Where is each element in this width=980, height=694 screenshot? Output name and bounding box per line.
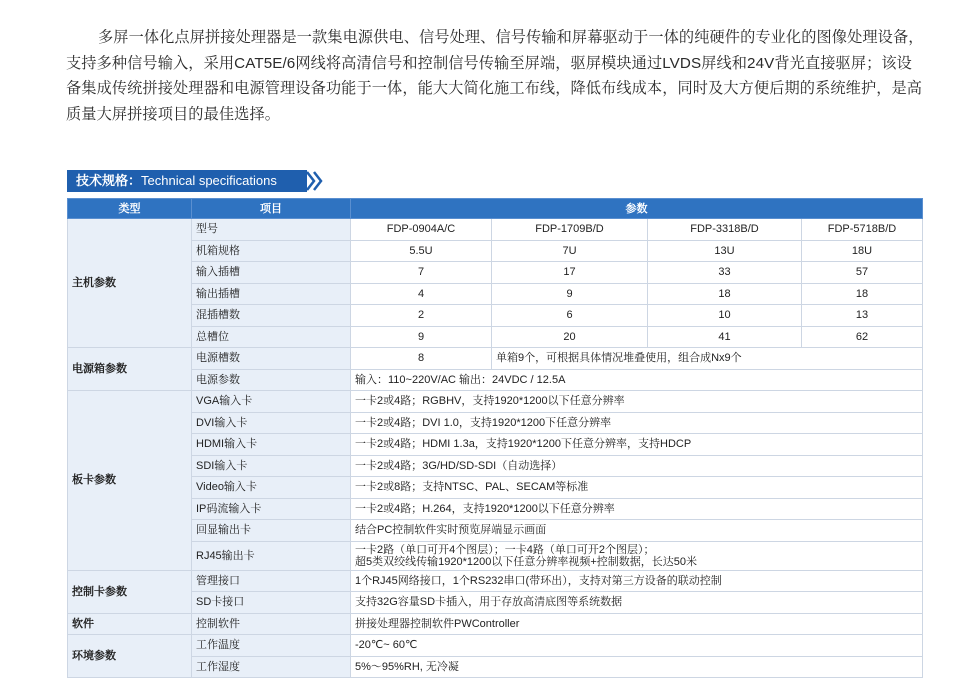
model-cell: FDP-3318B/D [648,219,802,241]
table-row [68,455,923,477]
rj45-line-1: 一卡2路（单口可开4个图层）；一卡4路（单口可开2个图层）； [355,543,655,556]
value-cell: 输入：110~220V/AC 输出：24VDC / 12.5A [351,369,923,391]
table-row [68,570,923,592]
value-cell: 10 [648,305,802,327]
header-item: 项目 [192,199,351,219]
value-cell: 7 [351,262,492,284]
table-row [68,498,923,520]
value-cell: 一卡2或4路；HDMI 1.3a，支持1920*1200下任意分辨率，支持HDCP [351,434,923,456]
value-cell: 5%～95%RH, 无冷凝 [351,656,923,678]
table-header-row [68,199,923,219]
category-control: 控制卡参数 [68,570,192,613]
value-cell: 9 [492,283,648,305]
category-software: 软件 [68,613,192,635]
value-cell: 结合PC控制软件实时预览屏端显示画面 [351,520,923,542]
value-cell: 单箱9个，可根据具体情况堆叠使用，组合成Nx9个 [492,348,923,370]
table-row [68,656,923,678]
value-cell: 支持32G容量SD卡插入，用于存放高清底图等系统数据 [351,592,923,614]
row-label: Video输入卡 [192,477,351,499]
value-cell: 18 [802,283,923,305]
intro-paragraph: 多屏一体化点屏拼接处理器是一款集电源供电、信号处理、信号传输和屏幕驱动于一体的纯硬件的专业化的图像处理设备，支持多种信号输入，采用CAT5E/6网线将高清信号和控制信号传输至屏端，驱屏模块通过LVDS屏线和24V背光直接驱屏；该设备集成传统拼接处理器和电源管理设备功能于一体，能大大简化施工布线，降低布线成本，同时及大方便后期的系统维护，是高质量大屏拼接项目的最佳选择。 [66,29,924,123]
row-label: 型号 [192,219,351,241]
value-cell: 一卡2或8路；支持NTSC、PAL、SECAM等标准 [351,477,923,499]
table-row [68,613,923,635]
value-cell: 20 [492,326,648,348]
row-label: 工作湿度 [192,656,351,678]
row-label: HDMI输入卡 [192,434,351,456]
table-row [68,305,923,327]
row-label: 输入插槽 [192,262,351,284]
value-cell: 8 [351,348,492,370]
table-row [68,635,923,657]
category-power: 电源箱参数 [68,348,192,391]
row-label: 输出插槽 [192,283,351,305]
row-label: DVI输入卡 [192,412,351,434]
value-cell: 9 [351,326,492,348]
header-type: 类型 [68,199,192,219]
model-cell: FDP-1709B/D [492,219,648,241]
value-cell: 5.5U [351,240,492,262]
row-label: RJ45输出卡 [192,541,351,570]
rj45-line-2: 超5类双绞线传输1920*1200以下任意分辨率视频+控制数据，长达50米 [355,555,697,568]
row-label: 电源槽数 [192,348,351,370]
row-label: 混插槽数 [192,305,351,327]
category-host: 主机参数 [68,219,192,348]
spec-header-en: Technical specifications [141,173,277,188]
table-row [68,434,923,456]
value-cell: 一卡2或4路；DVI 1.0，支持1920*1200下任意分辨率 [351,412,923,434]
table-row [68,369,923,391]
table-row [68,283,923,305]
row-label: 电源参数 [192,369,351,391]
value-cell: 18 [648,283,802,305]
value-cell: -20℃~ 60℃ [351,635,923,657]
value-cell: 33 [648,262,802,284]
table-row [68,541,923,570]
table-row [68,477,923,499]
spec-table [67,198,923,678]
row-label: VGA输入卡 [192,391,351,413]
row-label: 总槽位 [192,326,351,348]
spec-header-cn: 技术规格： [76,173,142,188]
table-row [68,391,923,413]
row-label: 管理接口 [192,570,351,592]
table-row [68,592,923,614]
value-cell: 41 [648,326,802,348]
value-cell: 一卡2或4路；RGBHV，支持1920*1200以下任意分辨率 [351,391,923,413]
row-label: 控制软件 [192,613,351,635]
table-row [68,348,923,370]
value-cell: 拼接处理器控制软件PWController [351,613,923,635]
value-cell: 13 [802,305,923,327]
table-row [68,412,923,434]
table-row [68,240,923,262]
header-params: 参数 [351,199,923,219]
value-cell: 17 [492,262,648,284]
value-cell: 2 [351,305,492,327]
value-cell: 1个RJ45网络接口，1个RS232串口(带环出），支持对第三方设备的联动控制 [351,570,923,592]
model-cell: FDP-5718B/D [802,219,923,241]
double-chevron-icon [305,170,325,192]
row-label: SD卡接口 [192,592,351,614]
value-cell: 18U [802,240,923,262]
value-cell: 一卡2或4路；3G/HD/SD-SDI（自动选择） [351,455,923,477]
category-board: 板卡参数 [68,391,192,571]
model-cell: FDP-0904A/C [351,219,492,241]
table-row [68,262,923,284]
value-cell: 57 [802,262,923,284]
row-label: SDI输入卡 [192,455,351,477]
row-label: 机箱规格 [192,240,351,262]
category-env: 环境参数 [68,635,192,678]
value-cell: 7U [492,240,648,262]
row-label: 工作温度 [192,635,351,657]
row-label: IP码流输入卡 [192,498,351,520]
value-cell: 6 [492,305,648,327]
value-cell: 一卡2或4路；H.264，支持1920*1200以下任意分辨率 [351,498,923,520]
value-cell: 4 [351,283,492,305]
table-row [68,219,923,241]
value-cell [351,541,923,570]
value-cell: 13U [648,240,802,262]
table-row [68,326,923,348]
table-row [68,520,923,542]
row-label: 回显输出卡 [192,520,351,542]
value-cell: 62 [802,326,923,348]
spec-section-header [67,170,323,192]
